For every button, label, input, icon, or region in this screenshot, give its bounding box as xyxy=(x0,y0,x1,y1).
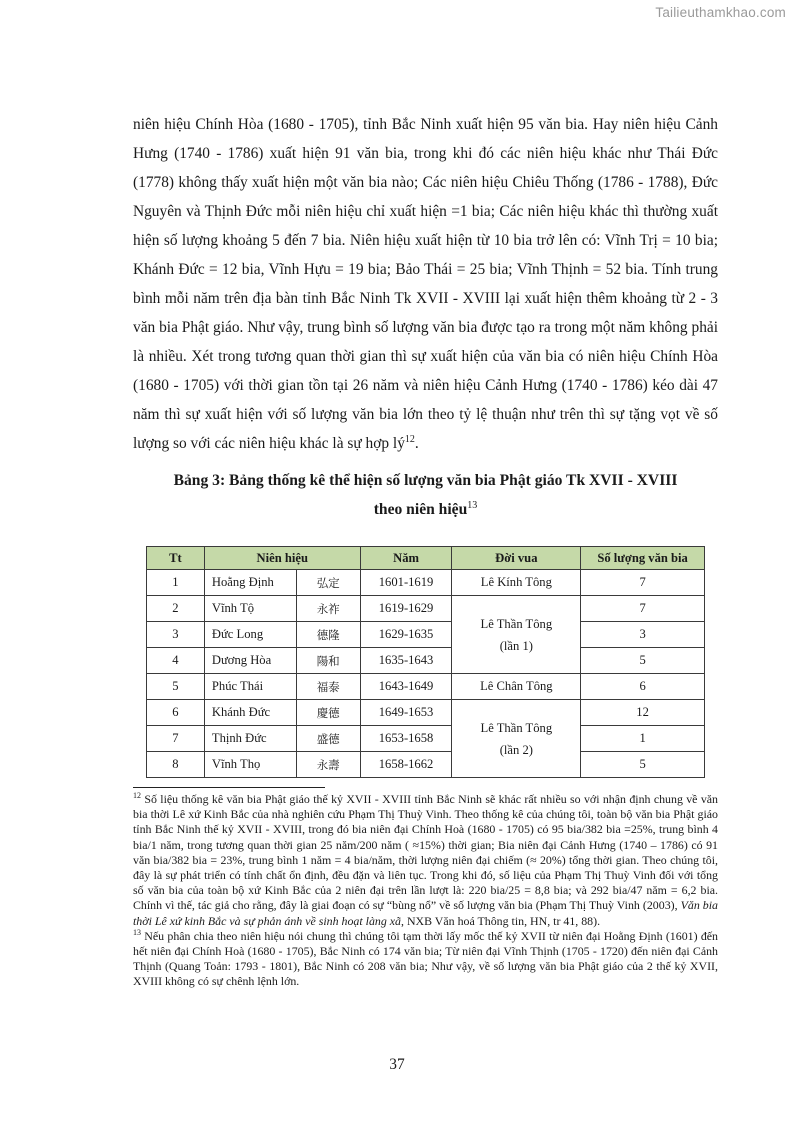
cell-doi-vua: Lê Kính Tông xyxy=(452,570,581,596)
footnote-text: Số liệu thống kê văn bia Phật giáo thế kỷ XVII - XVIII tỉnh Bắc Ninh sẽ khác rất nhiều so với nhận định chung về văn bia thời Lê xứ Kinh Bắc của nhà nghiên cứu Phạm Thị Thuỳ Vinh. Theo thống kê của chúng tôi, toàn bộ văn bia Phật giáo tỉnh Bắc Ninh thế kỷ XVII - XVIII, trong đó bia niên đại Chính Hoà (1680 - 1705) có 95 bia/382 bia =25%, trung bình 4 bia/1 năm, trong tương quan thời gian 25 năm/200 năm ( ≈15%) thời gian; Bia niên đại Cảnh Hưng (1740 – 1786) có 91 văn bia/382 bia = 23%, trung bình 1 năm = 4 bia/năm, thời lượng niên đại chiếm (≈ 20%) tổng thời gian. Theo chúng tôi, đây là sự phát triển có tính chất ổn định, đều đặn và liên tục. Trong khi đó, số liệu của Phạm Thị Thuỳ Vinh đối với tổng số văn bia của toàn bộ xứ Kinh Bắc của 2 niên đại trên lần lượt là: 220 bia/25 = 8,8 bia; và 292 bia/47 năm = 6,2 bia. Chính vì thế, tác giả cho rằng, đây là giai đoạn có sự “bùng nổ” về số lượng văn bia (Phạm Thị Thuỳ Vinh (2003), xyxy=(133,792,718,913)
king-note: (lần 1) xyxy=(499,638,533,653)
cell-han: 陽和 xyxy=(296,648,360,674)
footnote-12 xyxy=(133,792,718,929)
cell-doi-vua xyxy=(452,700,581,778)
cell-tt: 5 xyxy=(147,674,205,700)
paragraph-end: . xyxy=(414,435,419,452)
cell-nien-hieu: Đức Long xyxy=(204,622,296,648)
cell-han: 永祚 xyxy=(296,596,360,622)
cell-nam: 1635-1643 xyxy=(360,648,452,674)
body-text xyxy=(133,110,718,524)
cell-tt: 7 xyxy=(147,726,205,752)
table-caption-line2-text: theo niên hiệu xyxy=(373,501,468,518)
cell-nam: 1658-1662 xyxy=(360,752,452,778)
cell-han: 福泰 xyxy=(296,674,360,700)
cell-nien-hieu: Dương Hòa xyxy=(204,648,296,674)
cell-han: 盛德 xyxy=(296,726,360,752)
cell-nien-hieu: Khánh Đức xyxy=(204,700,296,726)
cell-so-luong: 5 xyxy=(581,648,705,674)
cell-nam: 1649-1653 xyxy=(360,700,452,726)
cell-nam: 1629-1635 xyxy=(360,622,452,648)
cell-nam: 1601-1619 xyxy=(360,570,452,596)
cell-han: 德隆 xyxy=(296,622,360,648)
cell-so-luong: 5 xyxy=(581,752,705,778)
cell-nam: 1619-1629 xyxy=(360,596,452,622)
cell-so-luong: 7 xyxy=(581,570,705,596)
cell-tt: 4 xyxy=(147,648,205,674)
header-nien-hieu: Niên hiệu xyxy=(204,547,360,570)
cell-tt: 8 xyxy=(147,752,205,778)
king-note: (lần 2) xyxy=(499,742,533,757)
cell-so-luong: 7 xyxy=(581,596,705,622)
cell-nien-hieu: Hoằng Định xyxy=(204,570,296,596)
footnote-13 xyxy=(133,929,718,990)
footnote-number: 12 xyxy=(133,791,141,801)
statistics-table xyxy=(146,546,705,778)
king-name: Lê Thần Tông xyxy=(480,616,553,631)
footnote-number: 13 xyxy=(133,927,141,937)
table-row xyxy=(147,700,705,726)
table-row xyxy=(147,596,705,622)
footnote-separator xyxy=(133,787,325,788)
header-so-luong: Số lượng văn bia xyxy=(581,547,705,570)
table-row xyxy=(147,674,705,700)
cell-nien-hieu: Phúc Thái xyxy=(204,674,296,700)
table-caption-line2 xyxy=(133,495,718,524)
watermark: Tailieuthamkhao.com xyxy=(655,5,786,20)
header-nam: Năm xyxy=(360,547,452,570)
cell-tt: 3 xyxy=(147,622,205,648)
footnotes xyxy=(133,792,718,990)
cell-doi-vua: Lê Chân Tông xyxy=(452,674,581,700)
paragraph xyxy=(133,110,718,458)
cell-nam: 1653-1658 xyxy=(360,726,452,752)
header-doi-vua: Đời vua xyxy=(452,547,581,570)
king-name: Lê Thần Tông xyxy=(480,720,553,735)
cell-so-luong: 6 xyxy=(581,674,705,700)
cell-nien-hieu: Thịnh Đức xyxy=(204,726,296,752)
cell-tt: 6 xyxy=(147,700,205,726)
table-row xyxy=(147,726,705,752)
cell-so-luong: 12 xyxy=(581,700,705,726)
footnote-citation-title: Văn bia thời Lê xứ kinh Bắc và sự phản ánh về sinh hoạt làng xã xyxy=(133,898,718,928)
cell-han: 弘定 xyxy=(296,570,360,596)
table-caption xyxy=(133,466,718,524)
table-row xyxy=(147,622,705,648)
table-row xyxy=(147,648,705,674)
footnote-tail: , NXB Văn hoá Thông tin, HN, tr 41, 88). xyxy=(401,913,601,928)
cell-han: 永壽 xyxy=(296,752,360,778)
paragraph-text: niên hiệu Chính Hòa (1680 - 1705), tỉnh Bắc Ninh xuất hiện 95 văn bia. Hay niên hiệu Cảnh Hưng (1740 - 1786) xuất hiện 91 văn bia, trong khi đó các niên hiệu khác như Thái Đức (1778) không thấy xuất hiện một văn bia nào; Các niên hiệu Chiêu Thống (1786 - 1788), Đức Nguyên và Thịnh Đức mỗi niên hiệu chỉ xuất hiện =1 bia; Các niên hiệu khác thì thường xuất hiện số lượng khoảng 5 đến 7 bia. Niên hiệu xuất hiện từ 10 bia trở lên có: Vĩnh Trị = 10 bia; Khánh Đức = 12 bia, Vĩnh Hựu = 19 bia; Bảo Thái = 25 bia; Vĩnh Thịnh = 52 bia. Tính trung bình mỗi năm trên địa bàn tỉnh Bắc Ninh Tk XVII - XVIII lại xuất hiện thêm khoảng từ 2 - 3 văn bia Phật giáo. Như vậy, trung bình số lượng văn bia được tạo ra trong một năm không phải là nhiều. Xét trong tương quan thời gian thì sự xuất hiện của văn bia có niên hiệu Chính Hòa (1680 - 1705) với thời gian tồn tại 26 năm và niên hiệu Cảnh Hưng (1740 - 1786) kéo dài 47 năm thì sự xuất hiện với số lượng văn bia lớn theo tỷ lệ thuận như trên thì sự tặng vọt về số lượng so với các niên hiệu khác là sự hợp lý xyxy=(133,116,718,452)
page-number: 37 xyxy=(389,1056,405,1073)
cell-so-luong: 1 xyxy=(581,726,705,752)
cell-nien-hieu: Vĩnh Tộ xyxy=(204,596,296,622)
footnote-ref-13[interactable]: 13 xyxy=(467,499,478,511)
footnote-ref-12[interactable]: 12 xyxy=(404,433,415,445)
cell-nam: 1643-1649 xyxy=(360,674,452,700)
cell-tt: 2 xyxy=(147,596,205,622)
table-header-row xyxy=(147,547,705,570)
cell-nien-hieu: Vĩnh Thọ xyxy=(204,752,296,778)
cell-doi-vua xyxy=(452,596,581,674)
table-caption-line1: Bảng 3: Bảng thống kê thể hiện số lượng văn bia Phật giáo Tk XVII - XVIII xyxy=(173,472,678,489)
footnote-text: Nếu phân chia theo niên hiệu nói chung thì chúng tôi tạm thời lấy mốc thế kỷ XVII từ niên đại Hoằng Định (1601) đến hết niên đại Chính Hoà (1680 - 1705), Bắc Ninh có 174 văn bia; Từ niên đại Vĩnh Thịnh (1705 - 1720) đến niên đại Cảnh Thịnh (Quang Toản: 1793 - 1801), Bắc Ninh có 208 văn bia; Như vậy, về số lượng văn bia Phật giáo của 2 thế kỷ XVII, XVIII không có sự chênh lệnh lớn. xyxy=(133,928,718,989)
cell-han: 慶德 xyxy=(296,700,360,726)
cell-tt: 1 xyxy=(147,570,205,596)
table-row xyxy=(147,752,705,778)
cell-so-luong: 3 xyxy=(581,622,705,648)
table-row xyxy=(147,570,705,596)
header-tt: Tt xyxy=(147,547,205,570)
